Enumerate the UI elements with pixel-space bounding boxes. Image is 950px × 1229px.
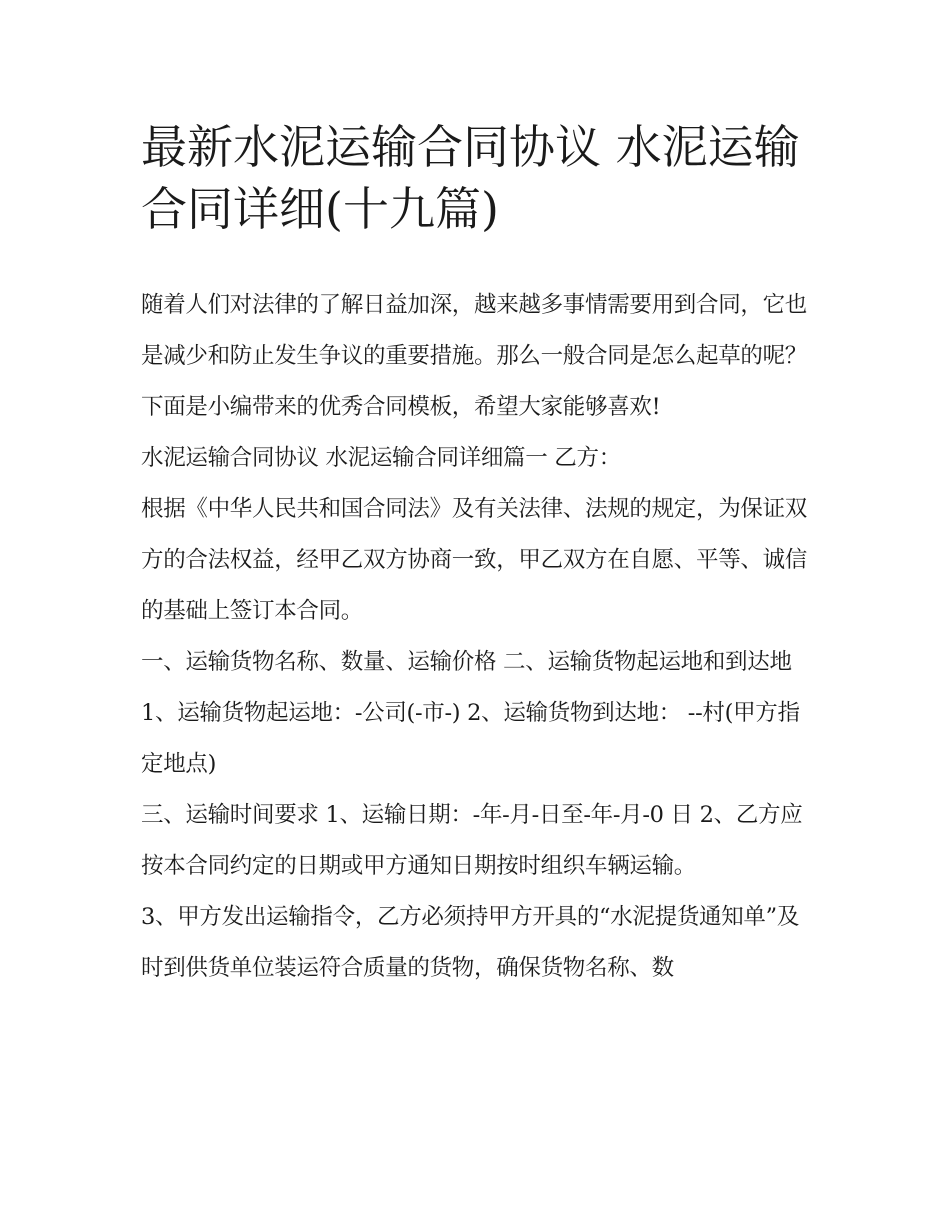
paragraph-clause-1-2: 一、运输货物名称、数量、运输价格 二、运输货物起运地和到达地 1、运输货物起运地：-公司(-市-) 2、运输货物到达地： --村(甲方指定地点) [141, 649, 800, 777]
paragraph-intro: 随着人们对法律的了解日益加深，越来越多事情需要用到合同，它也是减少和防止发生争议的重要措施。那么一般合同是怎么起草的呢？下面是小编带来的优秀合同模板，希望大家能够喜欢! [141, 292, 808, 420]
paragraph-clause-3-item-3: 3、甲方发出运输指令，乙方必须持甲方开具的“水泥提货通知单”及时到供货单位装运符合质量的货物，确保货物名称、数 [141, 904, 800, 981]
paragraph-preamble: 根据《中华人民共和国合同法》及有关法律、法规的规定，为保证双方的合法权益，经甲乙双方协商一致，甲乙双方在自愿、平等、诚信的基础上签订本合同。 [141, 496, 808, 624]
document-title: 最新水泥运输合同协议 水泥运输合同详细(十九篇) [141, 120, 800, 236]
document-body [141, 280, 816, 994]
paragraph-clause-3: 三、运输时间要求 1、运输日期：-年-月-日至-年-月-0 日 2、乙方应按本合同约定的日期或甲方通知日期按时组织车辆运输。 [141, 802, 803, 879]
paragraph-section-heading: 水泥运输合同协议 水泥运输合同详细篇一 乙方： [141, 445, 621, 471]
